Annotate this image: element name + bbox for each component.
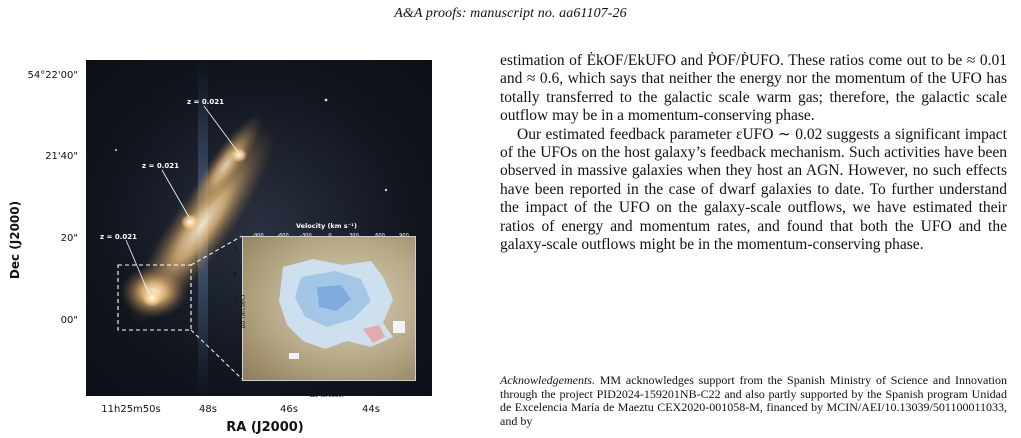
y-tick-label: 20" xyxy=(60,233,78,244)
x-axis-title: RA (J2000) xyxy=(226,420,304,435)
acknowledgements-text: MM acknowledges support from the Spanish Ministry of Science and Innovation through the project PID2024-159201NB-C22 and also partly supported by the Spanish program Unidad de Excelencia María de Maeztu CEX2020-001058-M, financed by MCIN/AEI/10.13039/501100011033, and by xyxy=(500,373,1007,428)
inset-x-axis-label: Δα (arcsec) xyxy=(310,392,345,399)
colorbar-title: Velocity (km s⁻¹) xyxy=(296,222,357,230)
redshift-label: z = 0.021 xyxy=(142,162,179,170)
body-text xyxy=(500,52,1007,254)
inset-y-tick: -7 xyxy=(233,363,239,370)
inset-x-tick: 4 xyxy=(287,383,291,390)
inset-x-tick: -6 xyxy=(391,383,397,390)
inset-y-tick: 7 xyxy=(233,247,237,254)
velocity-map-inset xyxy=(233,236,416,390)
inset-y-tick: 2 xyxy=(233,295,237,302)
x-tick-label: 48s xyxy=(199,404,217,415)
inset-y-tick: -1 xyxy=(233,319,239,326)
redshift-label: z = 0.021 xyxy=(187,98,224,106)
x-tick-label: 11h25m50s xyxy=(101,404,161,415)
inset-y-axis-label: Δδ (arcsec) xyxy=(239,294,247,329)
y-tick-label: 21'40" xyxy=(45,151,78,162)
inset-y-tick: -4 xyxy=(233,341,239,348)
y-tick-label: 54°22'00" xyxy=(27,70,78,81)
paragraph: Our estimated feedback parameter εUFO ∼ 0.02 suggests a significant impact of the UFOs on the host galaxy’s feedback mechanism. Such activities have been observed in massive galaxies when they host an AGN. However, no such effects have been reported in the case of dwarf galaxies to date. To further understand the impact of the UFO on the galaxy-scale outflows, we have estimated their ratios of energy and momentum rates, and found that both the UFO and the galaxy-scale outflows might be in the momentum-conserving phase. xyxy=(500,125,1007,254)
inset-x-tick: 2 xyxy=(313,383,317,390)
inset-x-tick: -4 xyxy=(365,383,371,390)
running-header: A&A proofs: manuscript no. aa61107-26 xyxy=(394,6,627,21)
paragraph: estimation of ĖkOF/EkUFO and ṖOF/ṖUFO. These ratios come out to be ≈ 0.01 and ≈ 0.6, which says that neither the energy nor the momentum of the UFO has totally transferred to the galactic scale warm gas; therefore, the galactic scale outflow may be in a momentum-conserving phase. xyxy=(500,52,1007,125)
y-tick-label: 00" xyxy=(60,315,78,326)
acknowledgements-heading: Acknowledgements. xyxy=(500,373,595,387)
acknowledgements xyxy=(500,374,1007,428)
x-tick-label: 44s xyxy=(362,404,380,415)
redshift-label: z = 0.021 xyxy=(100,233,137,241)
inset-x-tick: 7 xyxy=(259,383,263,390)
y-axis-title: Dec (J2000) xyxy=(8,200,22,280)
figure-galaxy-image xyxy=(0,48,470,438)
inset-x-tick: -1 xyxy=(339,383,345,390)
inset-y-tick: 4 xyxy=(233,271,237,278)
x-tick-label: 46s xyxy=(280,404,298,415)
velocity-map xyxy=(243,237,415,380)
